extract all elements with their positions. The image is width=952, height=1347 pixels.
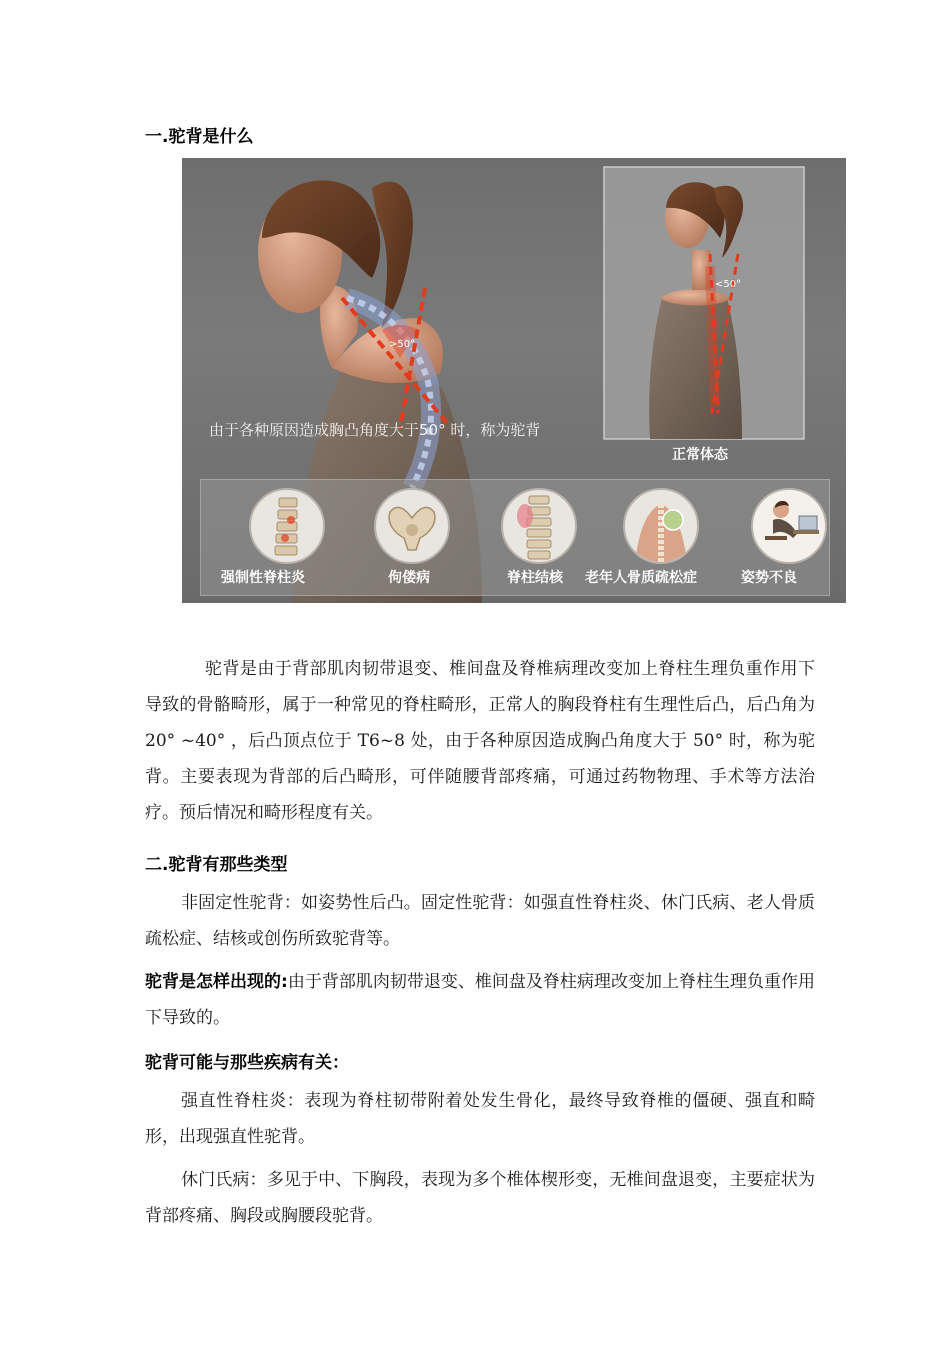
causes-strip [200, 479, 830, 596]
cause-label: 佝偻病 [388, 570, 430, 586]
section-heading-related-diseases: 驼背可能与那些疾病有关： [145, 1053, 349, 1073]
cause-item [719, 480, 846, 595]
bad-posture-icon [751, 488, 827, 564]
spine-tb-icon [501, 488, 577, 564]
cause-label: 强制性脊柱炎 [221, 570, 305, 586]
disease-paragraph-scheuermann: 休门氏病：多见于中、下胸段，表现为多个椎体楔形变，无椎间盘退变，主要症状为背部疼痛、胸段或胸腰段驼背。 [145, 1170, 815, 1226]
kyphosis-illustration [182, 158, 846, 603]
cause-label: 脊柱结核 [507, 570, 563, 586]
angle-label-normal: <50° [715, 279, 742, 290]
cause-label: 姿势不良 [741, 570, 797, 586]
disease-paragraph-ankylosing-spondylitis: 强直性脊柱炎：表现为脊柱韧带附着处发生骨化，最终导致脊椎的僵硬、强直和畸形，出现强直性驼背。 [145, 1091, 815, 1147]
causes-paragraph [145, 964, 815, 1036]
back-osteoporosis-icon [623, 488, 699, 564]
angle-label-kyphosis: >50° [389, 339, 416, 350]
causes-paragraph-body: 由于背部肌肉韧带退变、椎间盘及脊柱病理改变加上脊柱生理负重作用下导致的。 [145, 972, 815, 1028]
figure-caption: 由于各种原因造成胸凸角度大于50° 时，称为驼背 [209, 421, 541, 439]
section-heading-what-is-kyphosis: 一.驼背是什么 [145, 127, 254, 147]
cause-label: 老年人骨质疏松症 [585, 570, 697, 586]
normal-posture-panel [604, 167, 804, 439]
section-heading-types: 二.驼背有那些类型 [145, 855, 288, 875]
cause-item [585, 480, 735, 595]
pelvis-icon [374, 488, 450, 564]
spine-inflamed-icon [249, 488, 325, 564]
causes-paragraph-lead: 驼背是怎样出现的: [145, 972, 288, 992]
normal-posture-label: 正常体态 [672, 447, 728, 463]
types-paragraph: 非固定性驼背：如姿势性后凸。固定性驼背：如强直性脊柱炎、休门氏病、老人骨质疏松症、结核或创伤所致驼背等。 [145, 893, 815, 949]
intro-paragraph: 驼背是由于背部肌肉韧带退变、椎间盘及脊椎病理改变加上脊柱生理负重作用下导致的骨骼畸形，属于一种常见的脊柱畸形，正常人的胸段脊柱有生理性后凸，后凸角为 20° ~40° ，后凸顶点位于 T6~8 处，由于各种原因造成胸凸角度大于 50° 时，称为驼背。主要表现为背部的后凸畸形，可伴随腰背部疼痛，可通过药物物理、手术等方法治疗。预后情况和畸形程度有关。 [145, 659, 815, 823]
